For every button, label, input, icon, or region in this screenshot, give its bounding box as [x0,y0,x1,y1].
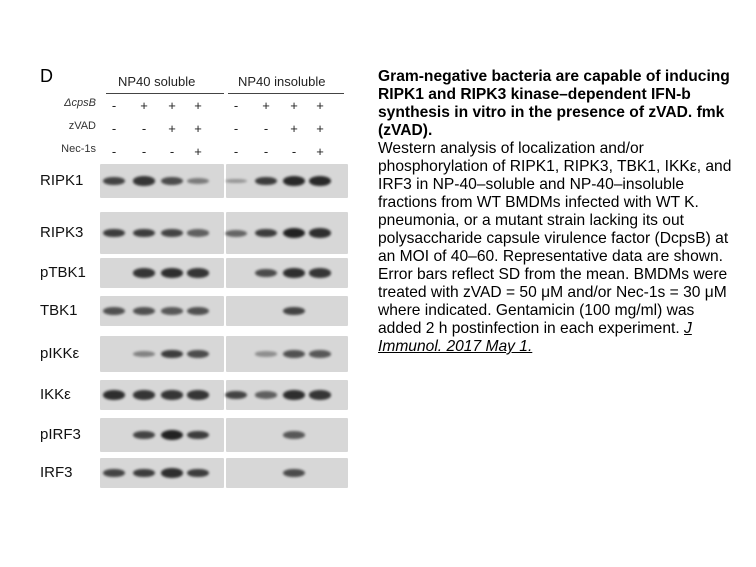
protein-band [187,390,209,399]
blot-label: TBK1 [40,302,78,319]
protein-band [309,176,331,186]
protein-band [103,390,125,399]
protein-band [161,468,183,477]
protein-band [283,431,305,439]
protein-band [161,268,183,277]
condition-sign: - [111,98,117,113]
protein-band [133,307,155,315]
caption-body: Western analysis of localization and/or phosphorylation of RIPK1, RIPK3, TBK1, IKKε, and IRF3 in NP-40–soluble and NP-40–insoluble fractions from WT BMDMs infected with WT K. pneumonia, or a mutant strain lacking its out polysaccharide capsule virulence factor (DcpsB) at an MOI of 40–60. Representative data are shown. Error bars reflect SD from the mean. BMDMs were treated with zVAD = 50 μM and/or Nec-1s = 30 μM where indicated. Gentamicin (100 mg/ml) was added 2 h postinfection in each experiment. [378,140,732,337]
condition-label-zvad: zVAD [68,120,96,132]
protein-band [161,307,183,315]
blot-label: RIPK3 [40,224,84,241]
protein-band [255,391,277,398]
protein-band [309,350,331,358]
figure-caption [378,68,740,356]
condition-sign: + [168,121,176,136]
citation-link[interactable]: J Immunol. 2017 May 1. [378,320,692,355]
condition-sign: - [169,144,175,159]
protein-band [283,350,305,358]
condition-label-dcpsb: ΔcpsB [64,97,96,109]
protein-band [255,269,277,277]
group-underline-soluble [106,93,224,94]
caption-title: Gram-negative bacteria are capable of inducing RIPK1 and RIPK3 kinase–dependent IFN-b synthesis in vitro in the presence of zVAD. fmk (zVAD). [378,68,730,139]
panel-letter: D [40,66,53,86]
condition-sign: - [233,98,239,113]
blot-label: pIRF3 [40,426,81,443]
protein-band [283,469,305,477]
western-blot-figure [40,60,360,480]
condition-sign: - [291,144,297,159]
protein-band [187,350,209,358]
condition-sign: + [194,121,202,136]
protein-band [133,351,155,357]
condition-sign: - [233,121,239,136]
protein-band [133,268,155,277]
protein-band [255,351,277,356]
condition-sign: + [262,98,270,113]
condition-sign: + [140,98,148,113]
group-label-soluble: NP40 soluble [118,74,196,89]
blot-label: IKKε [40,386,71,403]
condition-sign: + [290,98,298,113]
protein-band [161,430,183,440]
protein-band [187,229,209,236]
condition-sign: - [141,121,147,136]
protein-band [283,268,305,277]
group-label-insoluble: NP40 insoluble [238,74,326,89]
protein-band [133,176,155,185]
blot-label: IRF3 [40,464,73,481]
blot-label: pIKKε [40,345,80,362]
protein-band [103,307,125,315]
protein-band [187,307,209,315]
protein-band [283,228,305,238]
condition-sign: + [290,121,298,136]
protein-band [161,390,183,399]
protein-band [283,390,305,399]
condition-sign: + [316,144,324,159]
group-underline-insoluble [228,93,344,94]
condition-label-nec1s: Nec-1s [61,143,96,155]
protein-band [133,390,155,399]
condition-sign: - [111,144,117,159]
protein-band [283,176,305,186]
condition-sign: + [194,98,202,113]
condition-sign: - [111,121,117,136]
condition-sign: - [141,144,147,159]
blot-label: RIPK1 [40,172,84,189]
blot-label: pTBK1 [40,264,86,281]
condition-sign: + [316,121,324,136]
condition-sign: - [263,144,269,159]
protein-band [309,268,331,277]
protein-band [187,178,209,184]
protein-band [309,390,331,399]
protein-band [161,177,183,185]
protein-band [225,230,247,237]
condition-sign: + [168,98,176,113]
condition-sign: - [233,144,239,159]
condition-sign: + [316,98,324,113]
condition-sign: - [263,121,269,136]
condition-sign: + [194,144,202,159]
protein-band [309,228,331,237]
protein-band [187,268,209,277]
